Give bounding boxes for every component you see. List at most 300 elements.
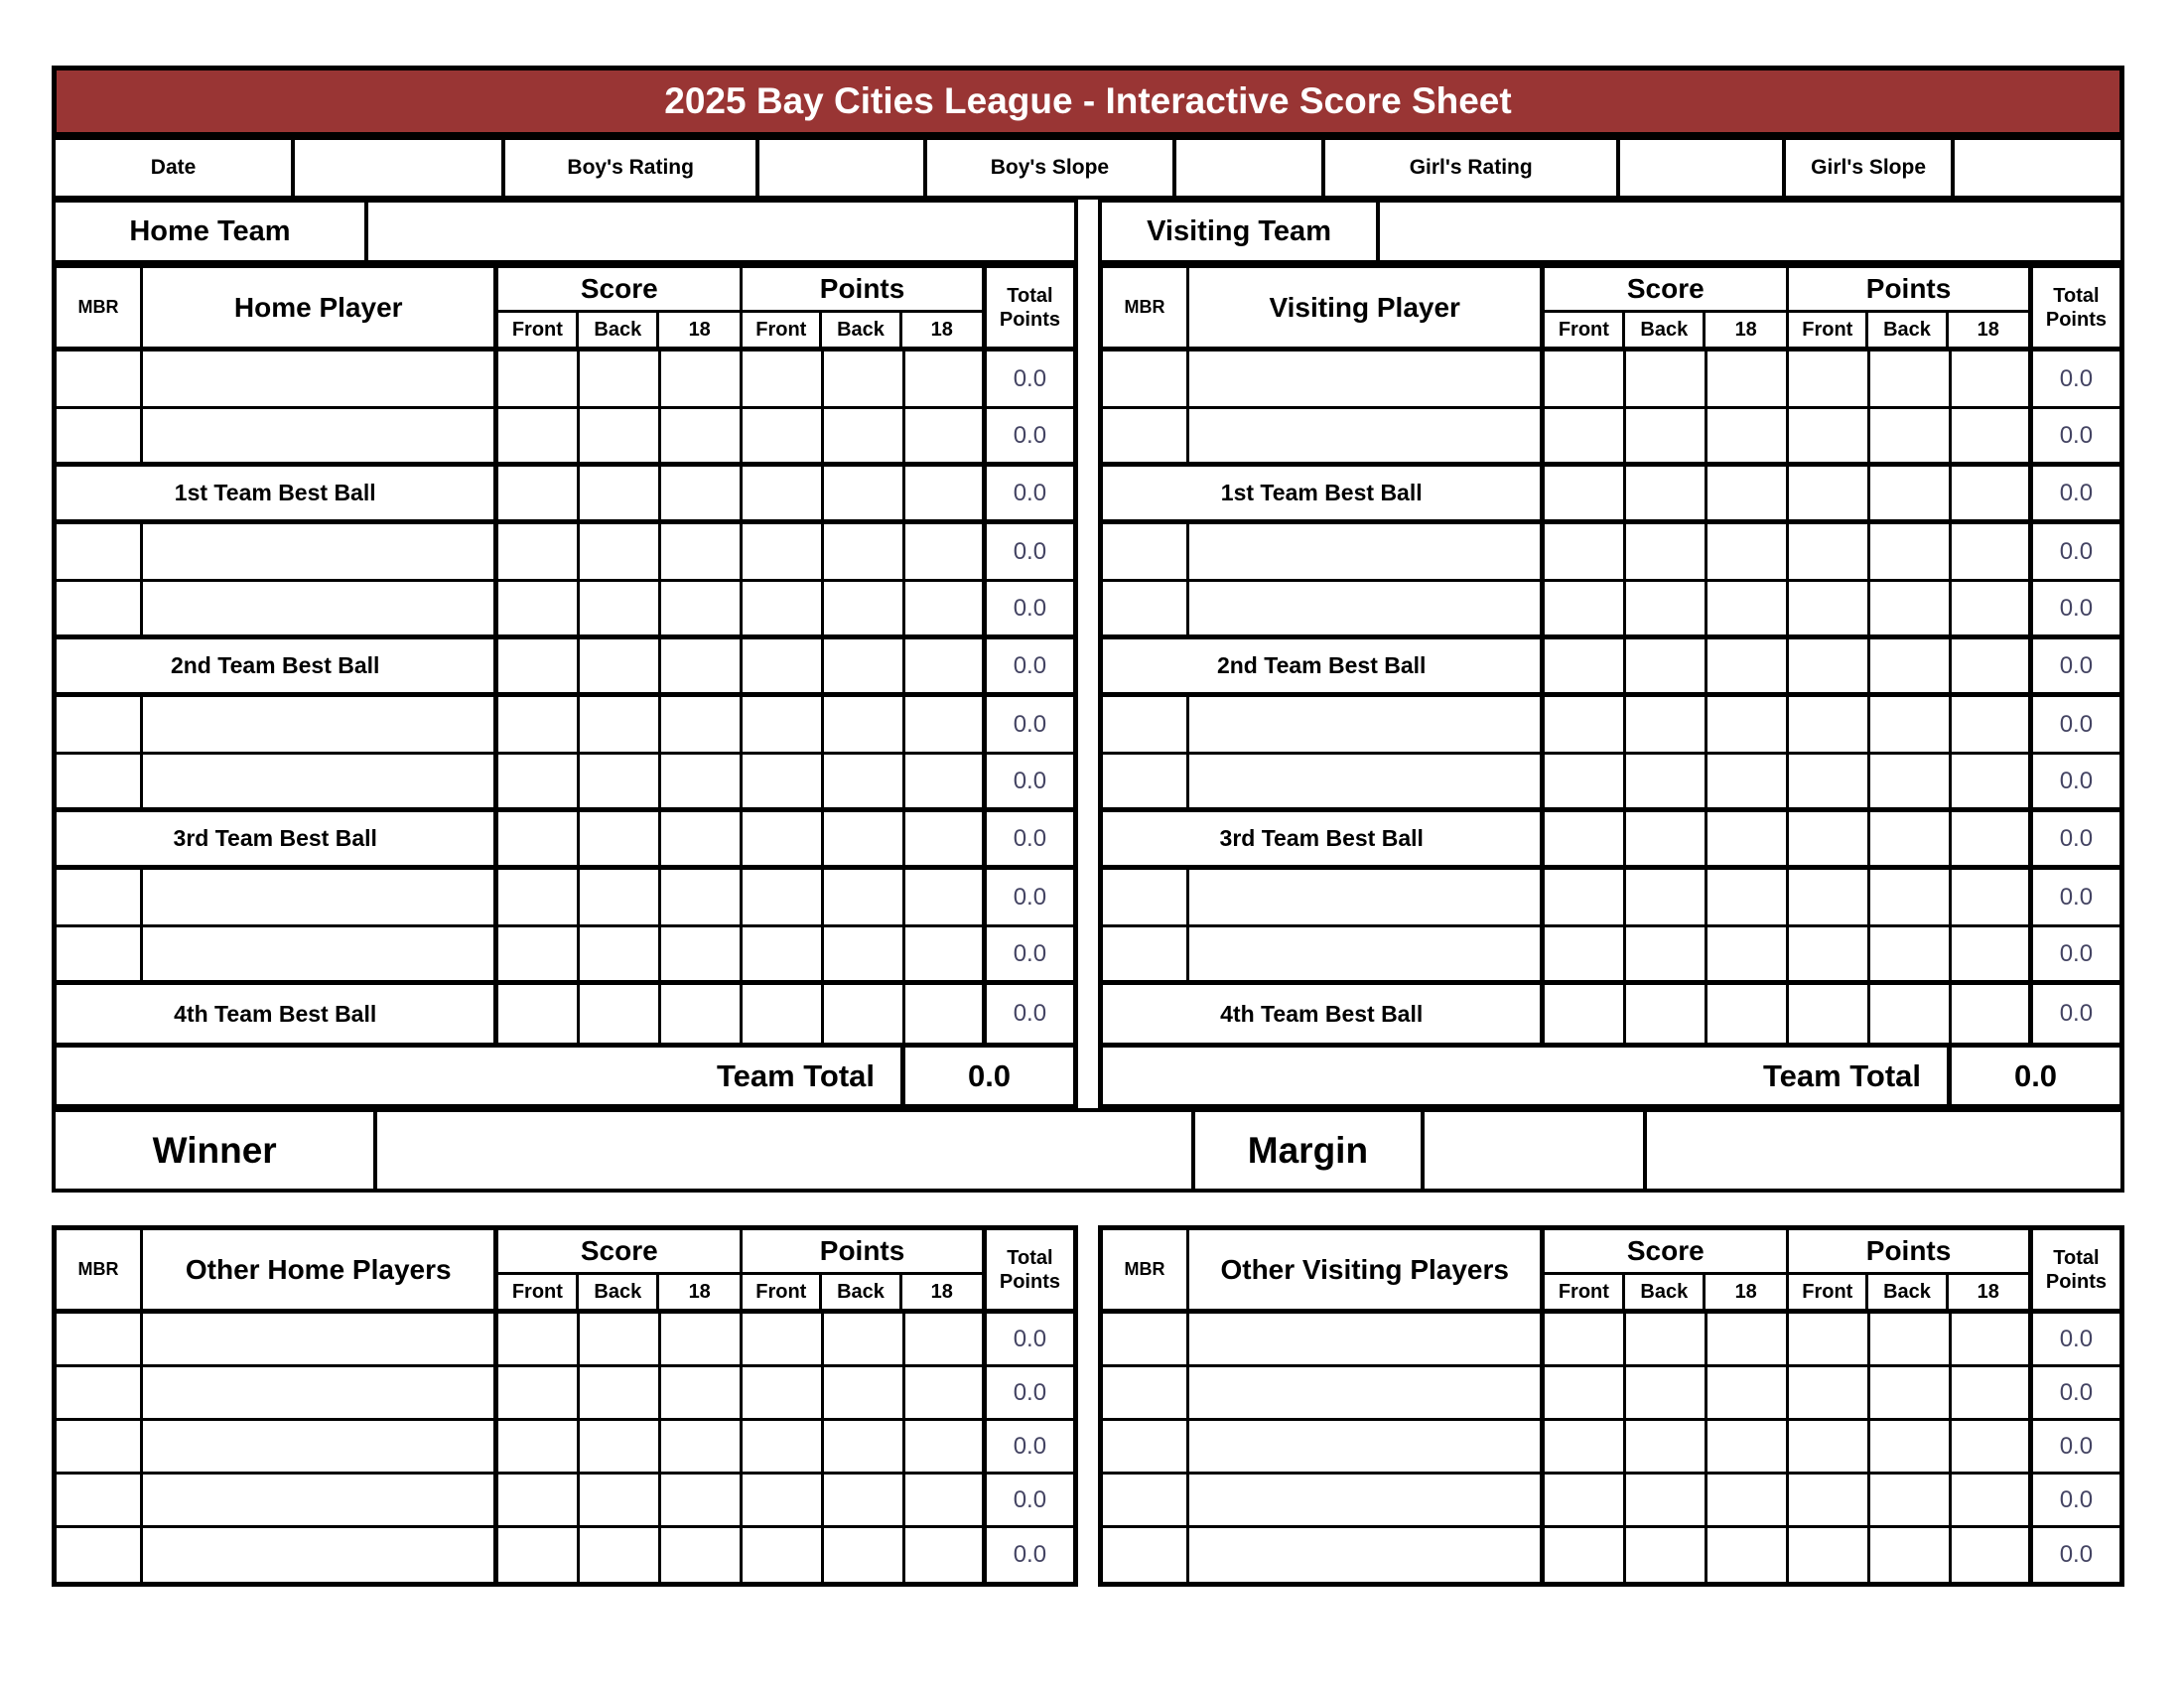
score-18-cell[interactable] xyxy=(661,870,743,924)
visiting-table-header xyxy=(1103,268,2119,352)
score-front-cell[interactable] xyxy=(1545,409,1626,462)
player-name-cell[interactable] xyxy=(1189,1475,1545,1525)
row-total-value: 0.0 xyxy=(1013,421,1047,449)
front-header: Front xyxy=(1789,1275,1868,1309)
score-18-cell[interactable] xyxy=(661,352,743,406)
score-front-cell[interactable] xyxy=(498,755,580,807)
mbr-cell[interactable] xyxy=(1103,1421,1189,1472)
row-total-value: 0.0 xyxy=(2059,479,2094,506)
score-back-cell[interactable] xyxy=(580,582,661,634)
row-total-value: 0.0 xyxy=(1013,883,1047,911)
score-18-cell xyxy=(1707,812,1789,865)
info-row xyxy=(52,136,2124,200)
visiting-score-table xyxy=(1098,263,2124,1109)
score-18-cell[interactable] xyxy=(1707,409,1789,462)
row-total-value: 0.0 xyxy=(2059,1000,2094,1027)
total-points-line1: Total xyxy=(2053,284,2100,307)
player-name-cell[interactable] xyxy=(143,1367,498,1418)
score-18-cell[interactable] xyxy=(1707,927,1789,980)
score-back-cell xyxy=(580,985,661,1043)
total-points-header xyxy=(2033,268,2119,347)
front-header: Front xyxy=(1789,313,1868,347)
points-18-cell xyxy=(905,697,987,752)
points-front-cell xyxy=(1789,1528,1870,1582)
best-ball-row xyxy=(1103,467,2119,524)
player-name-cell[interactable] xyxy=(143,1528,498,1582)
points-header: Points xyxy=(1789,1230,2028,1275)
eighteen-header: 18 xyxy=(930,318,953,341)
points-18-cell xyxy=(1952,927,2033,980)
player-name-cell[interactable] xyxy=(1189,582,1545,634)
row-total-value: 0.0 xyxy=(1013,1432,1047,1460)
player-row xyxy=(57,1475,1073,1528)
boys-slope-input[interactable] xyxy=(1172,140,1321,196)
points-front-cell xyxy=(743,755,824,807)
player-name-cell[interactable] xyxy=(1189,1367,1545,1418)
player-row xyxy=(1103,870,2119,927)
score-group-header xyxy=(1545,268,1789,347)
other-home-table-header xyxy=(57,1230,1073,1314)
points-back-cell xyxy=(1870,524,1952,579)
row-total-value: 0.0 xyxy=(1013,651,1047,679)
mbr-cell[interactable] xyxy=(1103,409,1189,462)
player-row xyxy=(57,409,1073,467)
team-total-row xyxy=(1103,1043,2119,1104)
score-front-cell[interactable] xyxy=(1545,870,1626,924)
score-front-cell[interactable] xyxy=(1545,1421,1626,1472)
player-name-cell[interactable] xyxy=(1189,755,1545,807)
mbr-cell[interactable] xyxy=(1103,1367,1189,1418)
mbr-cell[interactable] xyxy=(57,1421,143,1472)
points-back-cell xyxy=(1870,870,1952,924)
player-row xyxy=(57,870,1073,927)
mbr-cell[interactable] xyxy=(57,352,143,406)
points-18-cell xyxy=(1952,1314,2033,1364)
mbr-cell[interactable] xyxy=(1103,1528,1189,1582)
score-front-cell[interactable] xyxy=(1545,1475,1626,1525)
sheet-title: 2025 Bay Cities League - Interactive Score Sheet xyxy=(52,66,2124,137)
score-front-cell[interactable] xyxy=(498,582,580,634)
eighteen-header: 18 xyxy=(1734,1280,1757,1303)
player-row xyxy=(1103,352,2119,409)
score-back-cell[interactable] xyxy=(580,1421,661,1472)
mbr-cell[interactable] xyxy=(57,927,143,980)
team-total-label: Team Total xyxy=(57,1048,905,1104)
score-back-cell[interactable] xyxy=(580,870,661,924)
player-row xyxy=(57,1528,1073,1582)
row-total-value: 0.0 xyxy=(1013,1485,1047,1513)
player-name-cell[interactable] xyxy=(1189,927,1545,980)
home-score-table xyxy=(52,263,1078,1109)
score-back-cell[interactable] xyxy=(580,1367,661,1418)
mbr-cell[interactable] xyxy=(57,697,143,752)
points-group-header xyxy=(1789,268,2033,347)
score-front-cell[interactable] xyxy=(1545,1314,1626,1364)
mbr-cell[interactable] xyxy=(57,755,143,807)
points-back-cell xyxy=(1870,985,1952,1043)
points-front-cell xyxy=(743,1367,824,1418)
player-name-cell[interactable] xyxy=(1189,409,1545,462)
player-name-cell[interactable] xyxy=(143,1475,498,1525)
score-back-cell[interactable] xyxy=(580,755,661,807)
points-front-cell xyxy=(1789,524,1870,579)
score-header: Score xyxy=(1545,268,1786,313)
score-18-cell[interactable] xyxy=(1707,870,1789,924)
score-front-cell[interactable] xyxy=(1545,1367,1626,1418)
row-total-value: 0.0 xyxy=(1013,537,1047,565)
points-front-cell xyxy=(743,697,824,752)
points-18-cell xyxy=(905,1421,987,1472)
score-front-cell[interactable] xyxy=(498,697,580,752)
points-18-cell xyxy=(1952,1475,2033,1525)
points-front-cell xyxy=(1789,1475,1870,1525)
points-front-cell xyxy=(1789,697,1870,752)
score-front-cell[interactable] xyxy=(1545,524,1626,579)
points-18-cell xyxy=(905,409,987,462)
points-front-cell xyxy=(743,985,824,1043)
score-18-cell[interactable] xyxy=(661,1367,743,1418)
girls-slope-input[interactable] xyxy=(1951,140,2120,196)
score-back-cell[interactable] xyxy=(1626,755,1707,807)
player-name-cell[interactable] xyxy=(143,870,498,924)
score-back-cell xyxy=(1626,812,1707,865)
points-front-cell xyxy=(743,1314,824,1364)
points-back-cell xyxy=(824,1475,905,1525)
score-18-cell xyxy=(661,812,743,865)
back-header: Back xyxy=(1625,1275,1706,1309)
score-18-cell[interactable] xyxy=(1707,582,1789,634)
points-18-cell xyxy=(1952,812,2033,865)
score-18-cell[interactable] xyxy=(661,1314,743,1364)
back-header: Back xyxy=(579,313,659,347)
eighteen-header: 18 xyxy=(688,1280,711,1303)
player-row xyxy=(1103,697,2119,755)
score-18-cell[interactable] xyxy=(661,582,743,634)
player-name-cell[interactable] xyxy=(143,697,498,752)
margin-extra-cell[interactable] xyxy=(1643,1112,2119,1189)
score-front-cell[interactable] xyxy=(1545,927,1626,980)
points-18-cell xyxy=(1952,524,2033,579)
points-18-cell xyxy=(905,524,987,579)
row-total-value: 0.0 xyxy=(2059,537,2094,565)
score-18-cell[interactable] xyxy=(1707,697,1789,752)
visiting-team-label: Visiting Team xyxy=(1102,203,1380,260)
score-front-cell[interactable] xyxy=(1545,697,1626,752)
best-ball-row xyxy=(1103,985,2119,1043)
score-18-cell[interactable] xyxy=(1707,1475,1789,1525)
visiting-team-name-input[interactable] xyxy=(1380,203,2120,260)
points-back-cell xyxy=(824,639,905,692)
row-total-value: 0.0 xyxy=(1013,364,1047,392)
player-row xyxy=(57,352,1073,409)
team-total-value: 0.0 xyxy=(967,1057,1012,1093)
score-front-cell[interactable] xyxy=(498,1421,580,1472)
points-back-cell xyxy=(1870,812,1952,865)
points-back-cell xyxy=(824,1367,905,1418)
score-front-cell[interactable] xyxy=(498,1314,580,1364)
total-points-line1: Total xyxy=(2053,1246,2100,1269)
player-name-cell[interactable] xyxy=(1189,1421,1545,1472)
total-points-line2: Points xyxy=(2045,1270,2107,1293)
score-back-cell[interactable] xyxy=(580,1314,661,1364)
points-18-cell xyxy=(1952,467,2033,519)
mbr-cell[interactable] xyxy=(57,1475,143,1525)
score-back-cell[interactable] xyxy=(1626,870,1707,924)
best-ball-label: 1st Team Best Ball xyxy=(57,467,498,519)
mbr-cell[interactable] xyxy=(1103,870,1189,924)
score-back-cell[interactable] xyxy=(580,697,661,752)
score-back-cell[interactable] xyxy=(1626,352,1707,406)
score-18-cell[interactable] xyxy=(661,1475,743,1525)
mbr-cell[interactable] xyxy=(57,1314,143,1364)
mbr-cell[interactable] xyxy=(1103,1314,1189,1364)
score-back-cell[interactable] xyxy=(1626,1367,1707,1418)
points-front-cell xyxy=(743,409,824,462)
score-front-cell[interactable] xyxy=(498,1475,580,1525)
score-back-cell[interactable] xyxy=(1626,582,1707,634)
score-group-header xyxy=(1545,1230,1789,1309)
score-front-cell[interactable] xyxy=(498,409,580,462)
points-back-cell xyxy=(1870,1528,1952,1582)
score-18-cell[interactable] xyxy=(1707,1421,1789,1472)
best-ball-row xyxy=(1103,639,2119,697)
girls-rating-input[interactable] xyxy=(1616,140,1781,196)
score-back-cell[interactable] xyxy=(1626,697,1707,752)
best-ball-row xyxy=(57,985,1073,1043)
total-points-line1: Total xyxy=(1007,1246,1053,1269)
best-ball-row xyxy=(57,639,1073,697)
points-back-cell xyxy=(1870,1367,1952,1418)
score-18-cell[interactable] xyxy=(661,524,743,579)
points-front-cell xyxy=(743,1421,824,1472)
score-front-cell[interactable] xyxy=(1545,1528,1626,1582)
score-front-cell[interactable] xyxy=(498,870,580,924)
points-18-cell xyxy=(1952,697,2033,752)
score-back-cell[interactable] xyxy=(580,524,661,579)
score-group-header xyxy=(498,268,743,347)
other-visiting-table-header xyxy=(1103,1230,2119,1314)
mbr-cell[interactable] xyxy=(1103,524,1189,579)
score-back-cell xyxy=(1626,467,1707,519)
mbr-cell[interactable] xyxy=(1103,352,1189,406)
other-home-players-table xyxy=(52,1225,1078,1587)
other-home-players-header: Other Home Players xyxy=(143,1230,498,1309)
score-18-cell[interactable] xyxy=(661,927,743,980)
player-row xyxy=(1103,582,2119,639)
score-front-cell xyxy=(1545,467,1626,519)
player-row xyxy=(1103,927,2119,985)
player-row xyxy=(1103,524,2119,582)
score-18-cell[interactable] xyxy=(661,1421,743,1472)
points-back-cell xyxy=(1870,1314,1952,1364)
points-front-cell xyxy=(743,582,824,634)
score-back-cell[interactable] xyxy=(580,409,661,462)
home-team-label: Home Team xyxy=(56,203,368,260)
best-ball-row xyxy=(57,467,1073,524)
player-name-cell[interactable] xyxy=(143,927,498,980)
score-back-cell[interactable] xyxy=(580,1475,661,1525)
score-back-cell xyxy=(580,639,661,692)
points-front-cell xyxy=(743,1475,824,1525)
player-name-cell[interactable] xyxy=(1189,524,1545,579)
score-18-cell[interactable] xyxy=(661,755,743,807)
points-back-cell xyxy=(1870,352,1952,406)
row-total-value: 0.0 xyxy=(2059,1485,2094,1513)
front-header: Front xyxy=(743,1275,822,1309)
total-points-line1: Total xyxy=(1007,284,1053,307)
score-front-cell[interactable] xyxy=(1545,352,1626,406)
score-18-cell[interactable] xyxy=(661,697,743,752)
team-total-label: Team Total xyxy=(1103,1048,1952,1104)
score-18-cell[interactable] xyxy=(1707,1528,1789,1582)
total-points-line2: Points xyxy=(999,1270,1060,1293)
score-header: Score xyxy=(498,1230,740,1275)
player-name-cell[interactable] xyxy=(1189,1314,1545,1364)
player-row xyxy=(1103,1475,2119,1528)
points-18-cell xyxy=(905,1475,987,1525)
visiting-team-box xyxy=(1098,199,2124,264)
player-row xyxy=(1103,409,2119,467)
points-front-cell xyxy=(743,870,824,924)
player-name-cell[interactable] xyxy=(143,755,498,807)
mbr-cell[interactable] xyxy=(1103,697,1189,752)
player-name-cell[interactable] xyxy=(1189,1528,1545,1582)
best-ball-row xyxy=(1103,812,2119,870)
score-front-cell[interactable] xyxy=(498,524,580,579)
score-front-cell xyxy=(1545,639,1626,692)
score-18-cell xyxy=(661,639,743,692)
points-front-cell xyxy=(1789,1367,1870,1418)
mbr-cell[interactable] xyxy=(57,1528,143,1582)
points-front-cell xyxy=(743,927,824,980)
score-back-cell xyxy=(1626,985,1707,1043)
points-back-cell xyxy=(824,870,905,924)
points-front-cell xyxy=(743,524,824,579)
points-front-cell xyxy=(743,812,824,865)
back-header: Back xyxy=(579,1275,659,1309)
score-back-cell[interactable] xyxy=(1626,1421,1707,1472)
player-name-cell[interactable] xyxy=(1189,870,1545,924)
date-input[interactable] xyxy=(291,140,501,196)
player-row xyxy=(1103,1421,2119,1475)
points-18-cell xyxy=(1952,582,2033,634)
row-total-value: 0.0 xyxy=(2059,421,2094,449)
score-back-cell[interactable] xyxy=(1626,524,1707,579)
score-18-cell xyxy=(661,467,743,519)
score-back-cell xyxy=(580,812,661,865)
player-name-cell[interactable] xyxy=(143,1421,498,1472)
score-back-cell[interactable] xyxy=(1626,409,1707,462)
score-18-cell[interactable] xyxy=(1707,524,1789,579)
mbr-cell[interactable] xyxy=(57,524,143,579)
score-18-cell[interactable] xyxy=(661,409,743,462)
mbr-cell[interactable] xyxy=(1103,927,1189,980)
score-18-cell[interactable] xyxy=(1707,1314,1789,1364)
mbr-cell[interactable] xyxy=(57,870,143,924)
eighteen-header: 18 xyxy=(1977,1280,1999,1303)
other-visiting-players-header: Other Visiting Players xyxy=(1189,1230,1545,1309)
points-front-cell xyxy=(1789,870,1870,924)
score-back-cell[interactable] xyxy=(580,1528,661,1582)
winner-value-cell[interactable] xyxy=(373,1112,1191,1189)
best-ball-label: 4th Team Best Ball xyxy=(1103,985,1545,1043)
row-total-value: 0.0 xyxy=(2059,1541,2094,1568)
points-18-cell xyxy=(905,1314,987,1364)
total-points-line2: Points xyxy=(999,308,1060,331)
best-ball-row xyxy=(57,812,1073,870)
margin-value-cell[interactable] xyxy=(1421,1112,1644,1189)
boys-slope-label: Boy's Slope xyxy=(923,140,1173,196)
player-name-cell[interactable] xyxy=(1189,352,1545,406)
score-back-cell[interactable] xyxy=(1626,927,1707,980)
points-18-cell xyxy=(905,467,987,519)
girls-slope-label: Girl's Slope xyxy=(1782,140,1952,196)
points-18-cell xyxy=(1952,352,2033,406)
player-row xyxy=(57,582,1073,639)
points-18-cell xyxy=(905,639,987,692)
score-front-cell[interactable] xyxy=(1545,582,1626,634)
player-name-cell[interactable] xyxy=(143,409,498,462)
mbr-cell[interactable] xyxy=(1103,582,1189,634)
mbr-header: MBR xyxy=(1103,268,1189,347)
score-18-cell[interactable] xyxy=(1707,755,1789,807)
player-name-cell[interactable] xyxy=(143,1314,498,1364)
points-front-cell xyxy=(743,467,824,519)
score-18-cell[interactable] xyxy=(661,1528,743,1582)
score-back-cell[interactable] xyxy=(1626,1528,1707,1582)
score-front-cell[interactable] xyxy=(498,927,580,980)
mbr-cell[interactable] xyxy=(1103,1475,1189,1525)
points-group-header xyxy=(743,1230,987,1309)
row-total-value: 0.0 xyxy=(2059,364,2094,392)
points-18-cell xyxy=(905,582,987,634)
best-ball-label: 3rd Team Best Ball xyxy=(57,812,498,865)
section-gap xyxy=(52,1193,2124,1226)
home-team-name-input[interactable] xyxy=(368,203,1074,260)
boys-rating-input[interactable] xyxy=(755,140,922,196)
player-name-cell[interactable] xyxy=(143,352,498,406)
points-front-cell xyxy=(1789,582,1870,634)
score-back-cell[interactable] xyxy=(1626,1475,1707,1525)
mbr-cell[interactable] xyxy=(57,1367,143,1418)
score-back-cell[interactable] xyxy=(580,352,661,406)
mbr-cell[interactable] xyxy=(57,409,143,462)
player-name-cell[interactable] xyxy=(143,524,498,579)
eighteen-header: 18 xyxy=(1977,318,1999,341)
score-front-cell[interactable] xyxy=(498,352,580,406)
player-name-cell[interactable] xyxy=(143,582,498,634)
score-front-cell[interactable] xyxy=(498,1528,580,1582)
points-back-cell xyxy=(824,697,905,752)
points-group-header xyxy=(743,268,987,347)
mbr-cell[interactable] xyxy=(1103,755,1189,807)
home-player-header: Home Player xyxy=(143,268,498,347)
points-front-cell xyxy=(1789,1421,1870,1472)
score-18-cell xyxy=(1707,639,1789,692)
points-front-cell xyxy=(1789,755,1870,807)
mbr-cell[interactable] xyxy=(57,582,143,634)
margin-label: Margin xyxy=(1191,1112,1421,1189)
score-back-cell[interactable] xyxy=(1626,1314,1707,1364)
score-18-cell xyxy=(1707,985,1789,1043)
player-name-cell[interactable] xyxy=(1189,697,1545,752)
score-front-cell[interactable] xyxy=(498,1367,580,1418)
score-back-cell[interactable] xyxy=(580,927,661,980)
points-front-cell xyxy=(1789,812,1870,865)
score-18-cell[interactable] xyxy=(1707,352,1789,406)
score-18-cell[interactable] xyxy=(1707,1367,1789,1418)
score-front-cell[interactable] xyxy=(1545,755,1626,807)
